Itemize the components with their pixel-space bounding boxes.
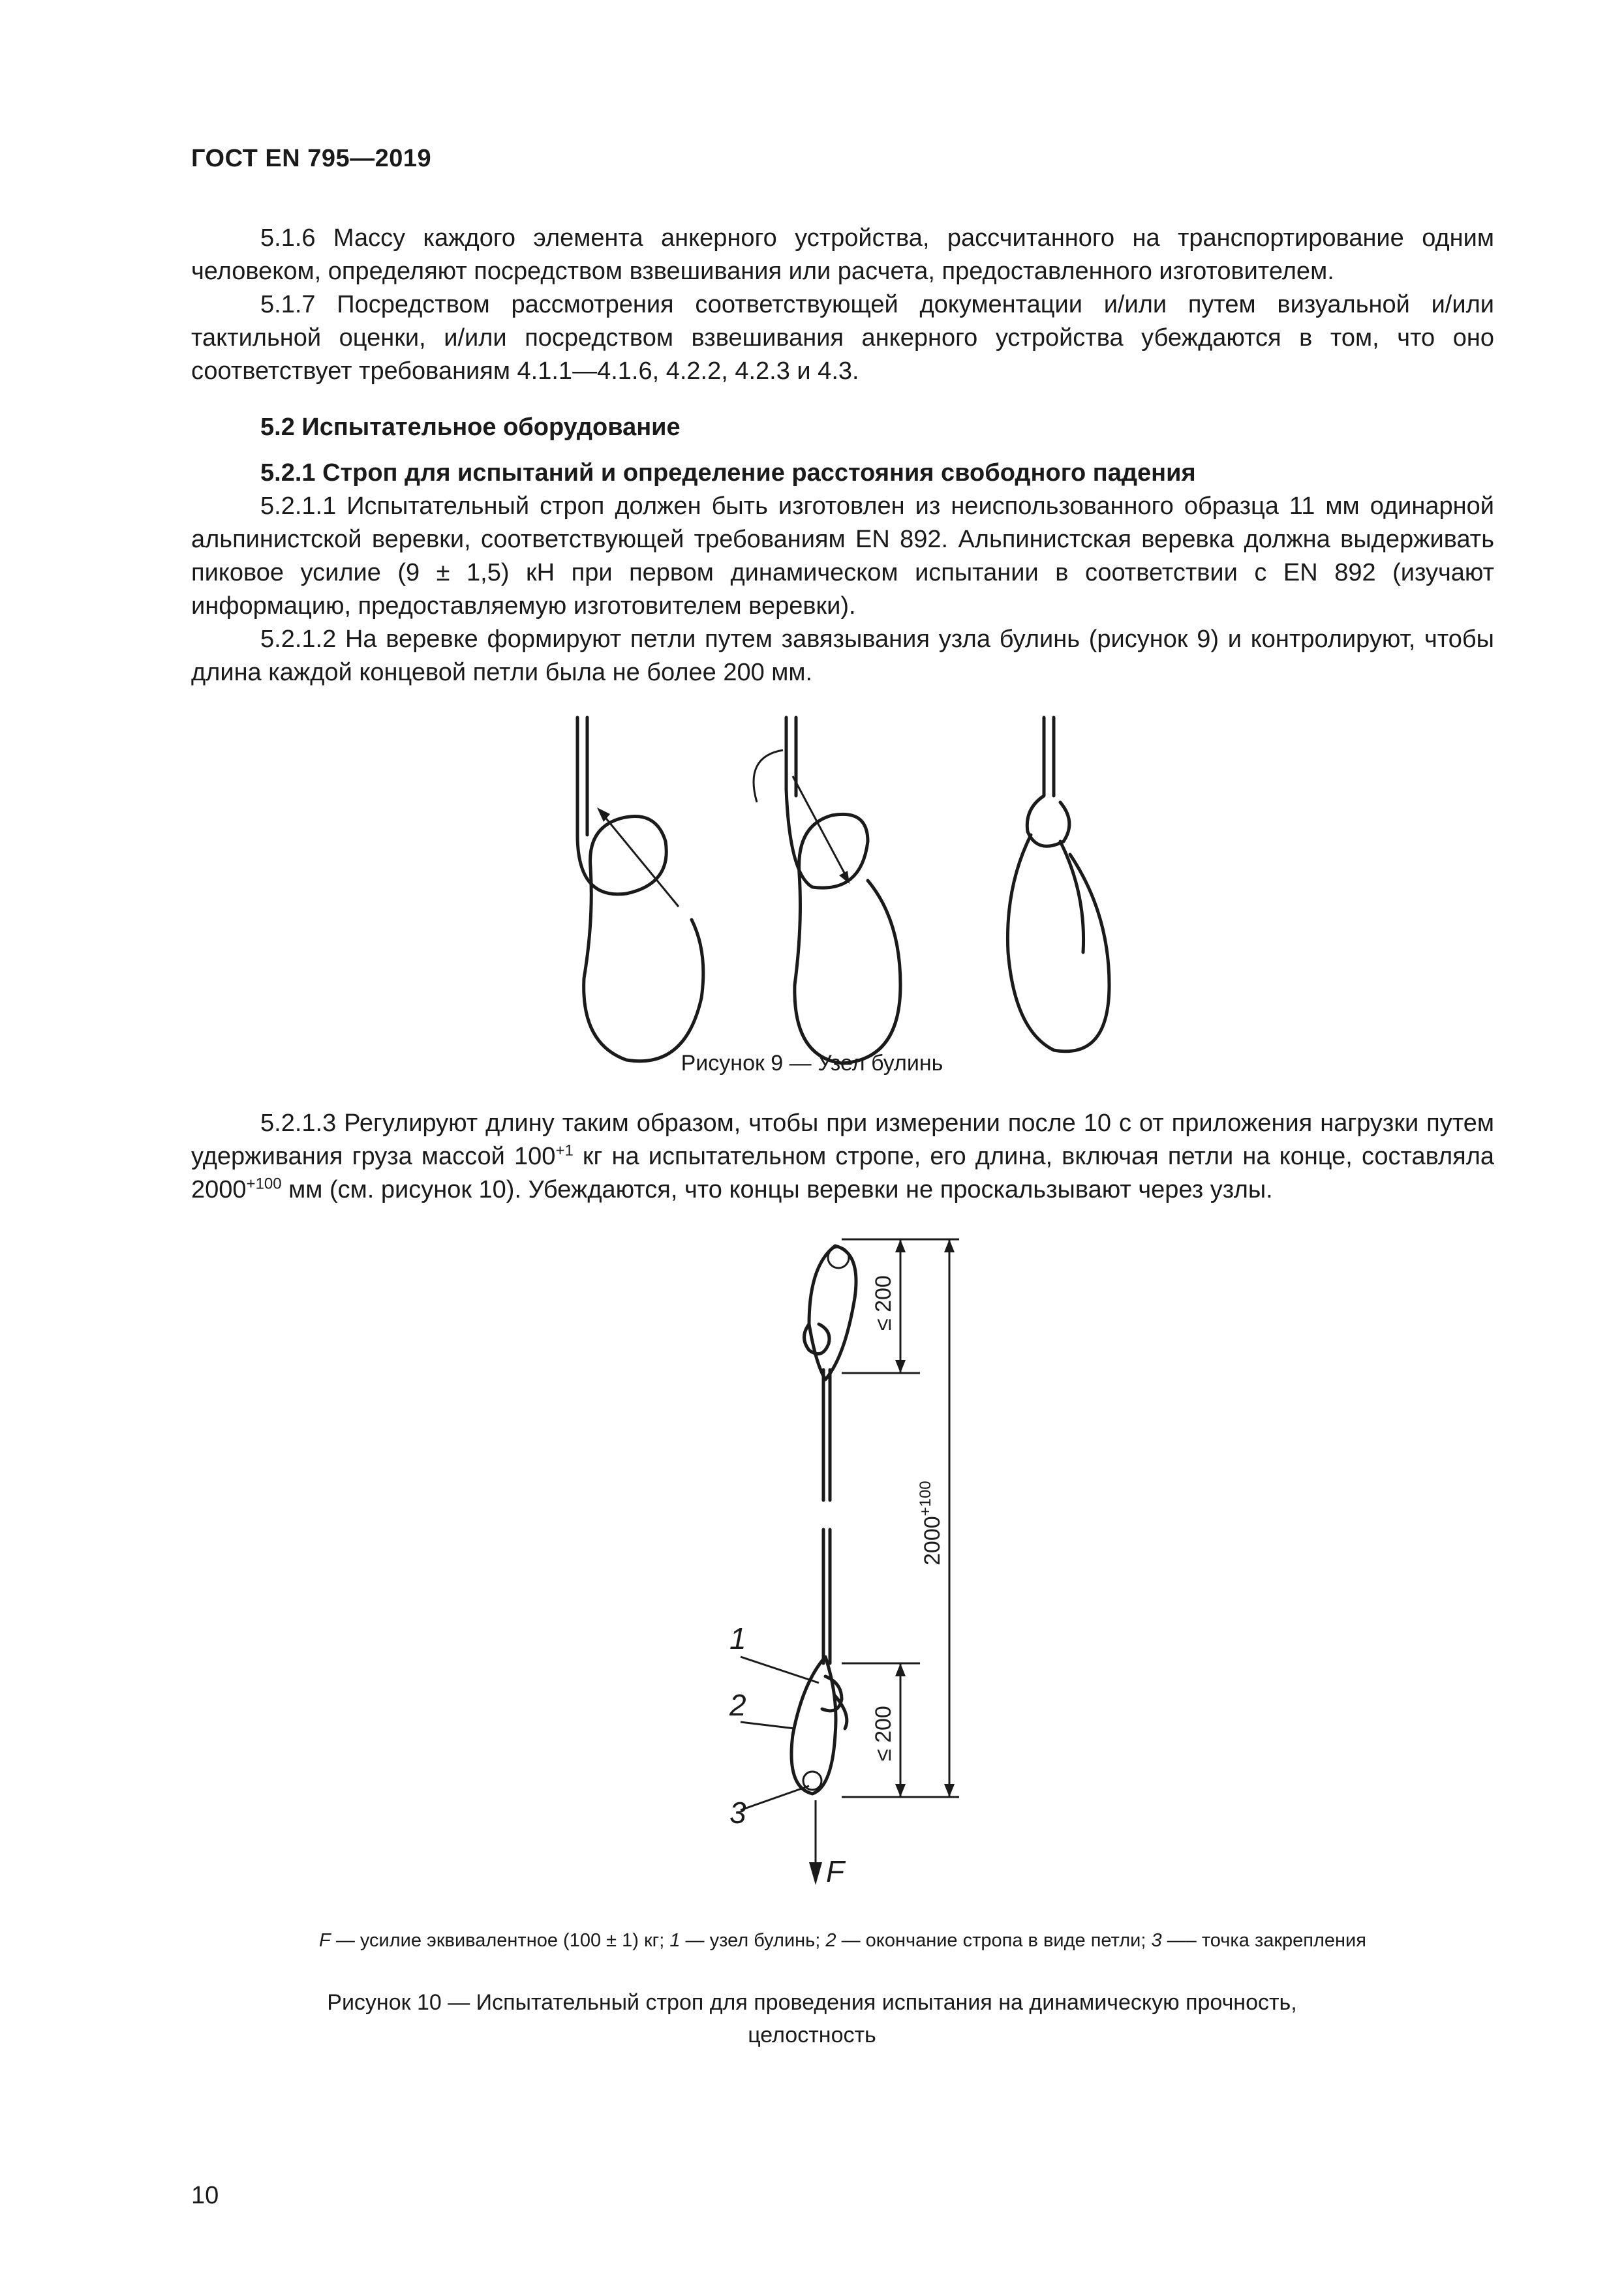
paragraph-5-2-1-3: 5.2.1.3 Регулируют длину таким образом, чтобы при измерении после 10 с от приложения нагрузки путем удерживания груза массой $100^{+1}$ кг на испытательном стропе, его длина, включая петли на конце, составляла $2000^{+100}$ мм (см. рисунок 10). Убеждаются, что концы веревки не проскальзывают через узлы.: [191, 1110, 1494, 1203]
paragraph-5-2-1-1: 5.2.1.1 Испытательный строп должен быть изготовлен из неиспользованного образца 11 мм одинарной альпинистской веревки, соответствующей требованиям EN 892. Альпинистская веревка должна выдерживать пиковое усилие (9 ± 1,5) кН при первом динамическом испытании в соответствии с EN 892 (изучают информацию, предоставляемую изготовителем веревки).: [191, 492, 1494, 620]
document-header: ГОСТ EN 795—2019: [191, 145, 432, 172]
paragraph-5-1-7: 5.1.7 Посредством рассмотрения соответствующей документации и/или путем визуальной и/или тактильной оценки, и/или посредством взвешивания анкерного устройства убеждаются в том, что оно соответствует требованиям 4.1.1—4.1.6, 4.2.2, 4.2.3 и 4.3.: [191, 291, 1494, 385]
figure-9-bowline-diagram: [0, 704, 1624, 1044]
section-5-2-1: [191, 457, 1494, 689]
heading-5-2-1: 5.2.1 Строп для испытаний и определение расстояния свободного падения: [260, 459, 1196, 487]
figure-10-caption-line-1: Рисунок 10 — Испытательный строп для проведения испытания на динамическую прочность,: [327, 1990, 1297, 2015]
figure-10-legend: F — усилие эквивалентное (100 ± 1) кг; 1 — узел булинь; 2 — окончание стропа в виде петли; 3 —– точка закрепления: [319, 1930, 1366, 1951]
paragraph-5-2-1-2: 5.2.1.2 На веревке формируют петли путем завязывания узла булинь (рисунок 9) и контролируют, чтобы длина каждой концевой петли была не более 200 мм.: [191, 626, 1494, 686]
dimension-bottom-label: ≤ 200: [871, 1706, 896, 1761]
figure-10-lanyard-diagram: [0, 1226, 1624, 1911]
bowline-step-2: [754, 718, 900, 1063]
dimension-bottom: [842, 1663, 920, 1797]
top-loop: [804, 1246, 857, 1380]
dimension-top-label: ≤ 200: [871, 1275, 896, 1331]
figure-10-caption-line-2: целостность: [748, 2023, 876, 2047]
paragraph-5-1-6: 5.1.6 Массу каждого элемента анкерного устройства, рассчитанного на транспортирование одним человеком, определяют посредством взвешивания или расчета, предоставленного изготовителем.: [191, 224, 1494, 285]
section-5-1-text: [191, 222, 1494, 388]
callout-2-label: 2: [729, 1688, 746, 1722]
bowline-step-3: [1007, 718, 1109, 1051]
heading-5-2: 5.2 Испытательное оборудование: [260, 414, 681, 441]
page-number: 10: [191, 2182, 219, 2209]
rope-segment-top: [823, 1370, 830, 1500]
callouts: [729, 1622, 819, 1830]
figure-9-caption: Рисунок 9 — Узел булинь: [681, 1051, 943, 1076]
force-label: F: [826, 1854, 845, 1888]
bowline-step-1: [577, 718, 703, 1061]
rope-segment-bottom: [823, 1530, 830, 1663]
callout-3-label: 3: [729, 1796, 746, 1830]
force-arrow: [809, 1800, 846, 1888]
dimension-total-label: $2000^{+100}$: [917, 1481, 945, 1565]
callout-1-label: 1: [729, 1622, 746, 1655]
section-5-2: [191, 411, 1494, 444]
